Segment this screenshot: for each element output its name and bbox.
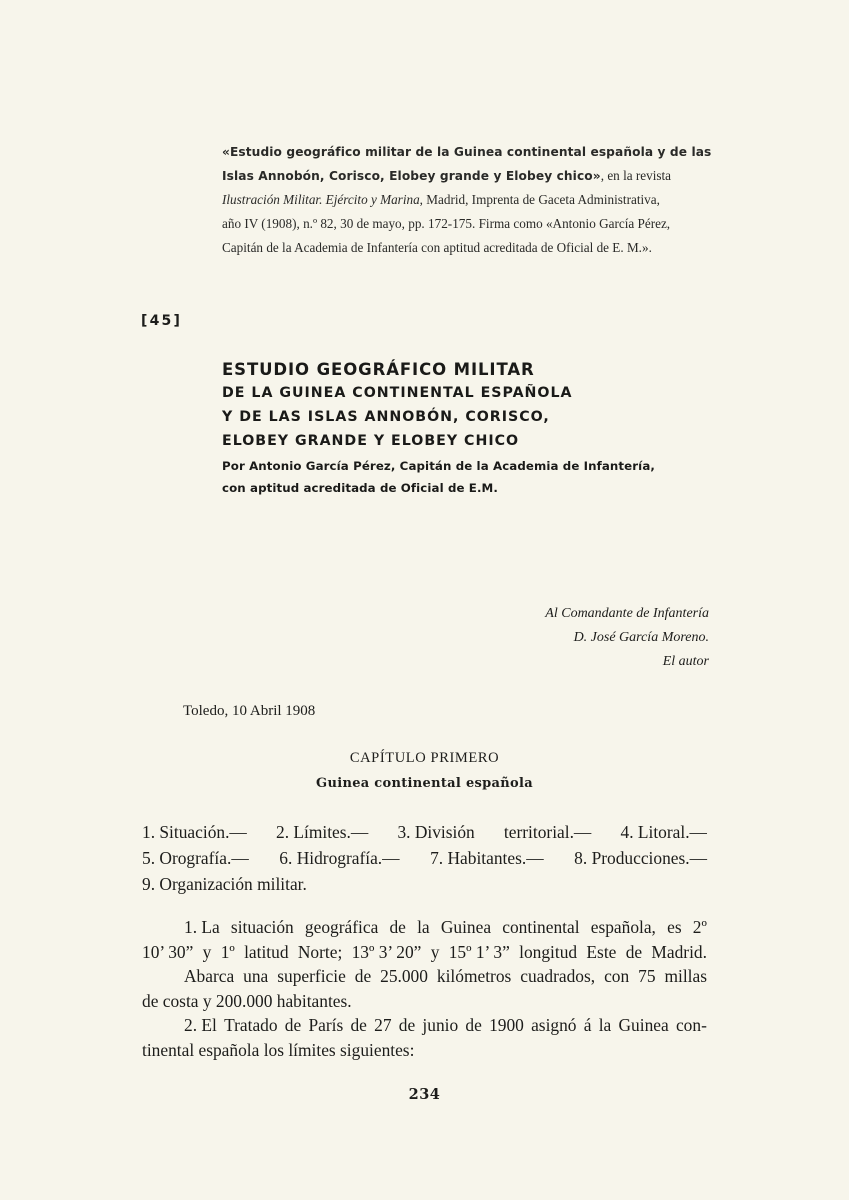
word: 25.000 — [380, 966, 428, 986]
body-line — [142, 1013, 707, 1038]
body-line: tinental española los límites siguientes: — [142, 1039, 415, 1060]
word: kilómetros — [436, 966, 512, 986]
word: de — [350, 1015, 367, 1035]
summary-item: 5. Orografía.— — [142, 848, 249, 868]
summary-item: 1. Situación.— — [142, 822, 247, 842]
word: cuadrados, — [520, 966, 596, 986]
chapter-summary — [142, 819, 707, 897]
word: la — [417, 917, 430, 937]
word: de — [465, 1015, 482, 1035]
summary-item: 8. Producciones.— — [574, 848, 707, 868]
heading-subtitle-2: Y DE LAS ISLAS ANNOBÓN, CORISCO, — [222, 409, 550, 425]
body-text — [142, 915, 707, 1062]
word: con — [604, 966, 630, 986]
word: española, — [590, 917, 656, 937]
summary-item: 3. División — [397, 822, 475, 842]
summary-item: 7. Habitantes.— — [430, 848, 544, 868]
source-line-5: Capitán de la Academia de Infantería con aptitud acreditada de Oficial de E. M.». — [222, 240, 652, 255]
word: 2. El — [184, 1015, 217, 1035]
summary-item: 2. Límites.— — [276, 822, 369, 842]
word: y — [202, 941, 212, 962]
dedication — [545, 602, 709, 674]
source-after-title: , en la revista — [600, 168, 672, 183]
word: 1900 — [489, 1015, 524, 1035]
summary-line-3: 9. Organización militar. — [142, 874, 307, 894]
document-number: [45] — [141, 313, 183, 329]
word: 2º — [692, 917, 707, 937]
dedication-line-3: El autor — [662, 654, 709, 669]
word: Guinea — [618, 1015, 669, 1035]
word: Este — [586, 941, 617, 962]
word: 27 — [374, 1015, 392, 1035]
source-line-4: año IV (1908), n.º 82, 30 de mayo, pp. 172-175. Firma como «Antonio García Pérez, — [222, 216, 671, 231]
heading-subtitle-3: ELOBEY GRANDE Y ELOBEY CHICO — [222, 433, 520, 449]
summary-line-1 — [142, 819, 707, 845]
word: 75 — [638, 966, 656, 986]
chapter-subtitle: Guinea continental española — [316, 776, 533, 791]
word: situación — [230, 917, 294, 937]
dedication-line-1: Al Comandante de Infantería — [545, 606, 709, 621]
body-line — [142, 964, 707, 989]
word: junio — [422, 1015, 459, 1035]
word: Norte; — [297, 941, 343, 962]
word: 13º 3’ 20” — [351, 941, 422, 962]
summary-line-2 — [142, 845, 707, 871]
page-number: 234 — [408, 1086, 441, 1103]
word: geográfica — [304, 917, 379, 937]
document-heading — [222, 358, 702, 499]
word: de — [398, 1015, 416, 1035]
word: Madrid. — [651, 941, 707, 962]
summary-item: 6. Hidrografía.— — [279, 848, 400, 868]
dedication-line-2: D. José García Moreno. — [573, 630, 709, 645]
word: 1º — [220, 941, 235, 962]
word: Abarca — [184, 966, 235, 986]
summary-item: territorial.— — [503, 822, 592, 842]
word: de — [354, 966, 372, 986]
word: 1. La — [184, 917, 220, 937]
word: con- — [675, 1015, 707, 1035]
word: es — [667, 917, 682, 937]
word: superficie — [277, 966, 346, 986]
word: longitud — [519, 941, 578, 962]
word: una — [243, 966, 269, 986]
word: millas — [664, 966, 707, 986]
chapter-title: CAPÍTULO PRIMERO — [349, 750, 500, 766]
word: y — [430, 941, 440, 962]
word: de — [625, 941, 643, 962]
word: latitud — [244, 941, 289, 962]
heading-author-line-1: Por Antonio García Pérez, Capitán de la Academia de Infantería, — [222, 459, 655, 473]
summary-item: 4. Litoral.— — [620, 822, 707, 842]
word: 10’ 30” — [142, 941, 194, 962]
body-line — [142, 915, 707, 940]
body-line: de costa y 200.000 habitantes. — [142, 990, 352, 1011]
source-title: «Estudio geográfico militar de la Guinea continental española y de las Islas Annobón, Corisco, Elobey grande y Elobey chico» — [222, 145, 712, 183]
heading-subtitle-1: DE LA GUINEA CONTINENTAL ESPAÑOLA — [222, 385, 573, 401]
word: asignó — [531, 1015, 577, 1035]
word: Tratado — [224, 1015, 278, 1035]
source-journal: Ilustración Militar. Ejército y Marina — [222, 192, 420, 207]
word: Guinea — [440, 917, 492, 937]
word: París — [308, 1015, 344, 1035]
body-line — [142, 940, 707, 965]
source-publisher: , Madrid, Imprenta de Gaceta Administrativa, — [419, 192, 660, 207]
word: de — [284, 1015, 302, 1035]
word: de — [389, 917, 406, 937]
word: continental — [502, 917, 580, 937]
source-note — [222, 140, 722, 260]
heading-author-line-2: con aptitud acreditada de Oficial de E.M. — [222, 481, 498, 495]
word: la — [598, 1015, 612, 1035]
heading-title: ESTUDIO GEOGRÁFICO MILITAR — [222, 360, 535, 379]
place-date: Toledo, 10 Abril 1908 — [183, 703, 316, 719]
word: á — [583, 1015, 592, 1035]
word: 15º 1’ 3” — [448, 941, 510, 962]
